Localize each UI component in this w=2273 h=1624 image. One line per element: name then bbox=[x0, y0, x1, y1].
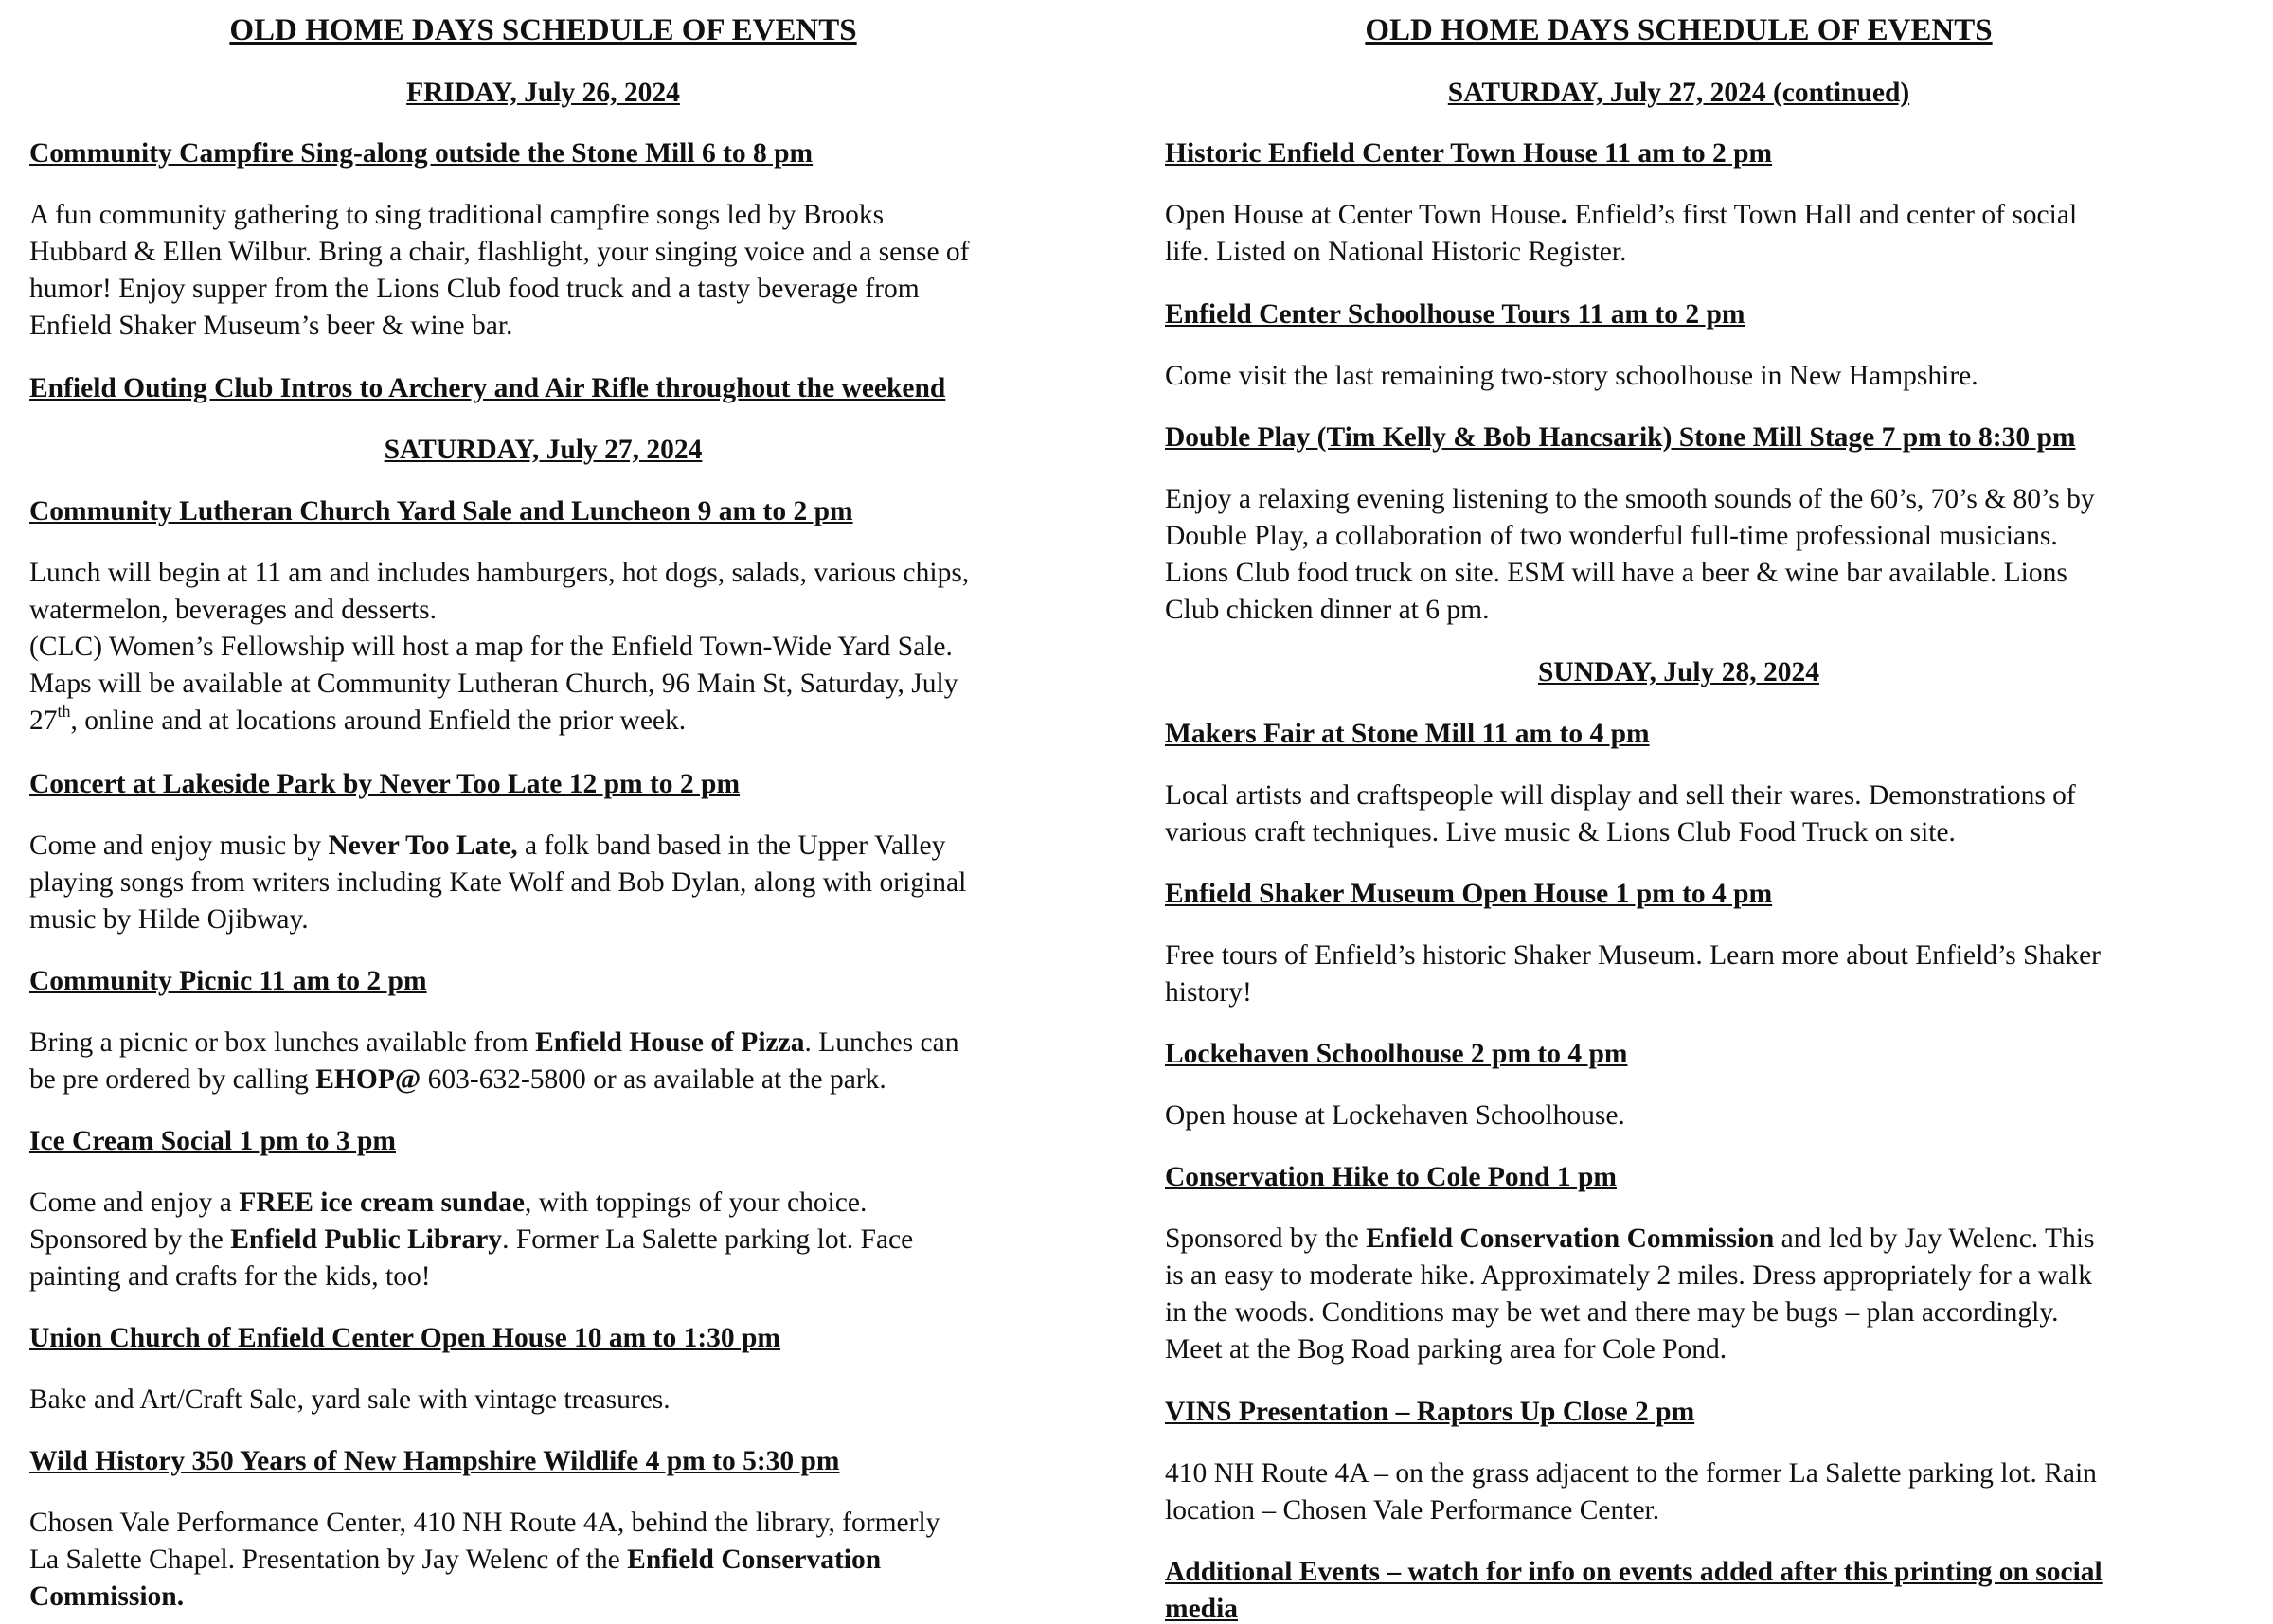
event-heading-double-play: Double Play (Tim Kelly & Bob Hancsarik) Stone Mill Stage 7 pm to 8:30 pm bbox=[1165, 422, 2076, 453]
conservation-hike-line-3: in the woods. Conditions may be wet and there may be bugs – plan accordingly. bbox=[1165, 1297, 2059, 1328]
event-heading-union-church: Union Church of Enfield Center Open House 10 am to 1:30 pm bbox=[29, 1323, 780, 1353]
event-heading-concert: Concert at Lakeside Park by Never Too Late 12 pm to 2 pm bbox=[29, 769, 741, 799]
wild-history-line-1: Chosen Vale Performance Center, 410 NH Route 4A, behind the library, formerly bbox=[29, 1508, 940, 1538]
town-house-line-2: life. Listed on National Historic Register. bbox=[1165, 237, 1627, 267]
shaker-museum-line-2: history! bbox=[1165, 977, 1252, 1008]
makers-fair-line-2: various craft techniques. Live music & Lions Club Food Truck on site. bbox=[1165, 817, 1956, 848]
event-heading-town-house: Historic Enfield Center Town House 11 am to 2 pm bbox=[1165, 138, 1773, 169]
event-heading-vins: VINS Presentation – Raptors Up Close 2 pm bbox=[1165, 1397, 1695, 1427]
double-play-line-3: Lions Club food truck on site. ESM will have a beer & wine bar available. Lions bbox=[1165, 558, 2067, 588]
shaker-museum-line-1: Free tours of Enfield’s historic Shaker Museum. Learn more about Enfield’s Shaker bbox=[1165, 940, 2102, 971]
event-heading-schoolhouse: Enfield Center Schoolhouse Tours 11 am to 2 pm bbox=[1165, 299, 1745, 330]
campfire-line-4: Enfield Shaker Museum’s beer & wine bar. bbox=[29, 311, 513, 341]
event-heading-campfire: Community Campfire Sing-along outside the Stone Mill 6 to 8 pm bbox=[29, 138, 814, 169]
saturday-continued-heading: SATURDAY, July 27, 2024 (continued) bbox=[1447, 78, 1910, 108]
saturday-date-heading: SATURDAY, July 27, 2024 bbox=[384, 435, 703, 465]
vins-line-2: location – Chosen Vale Performance Center. bbox=[1165, 1495, 1660, 1526]
yard-sale-line-1: Lunch will begin at 11 am and includes hamburgers, hot dogs, salads, various chips, bbox=[29, 558, 970, 588]
conservation-hike-line-4: Meet at the Bog Road parking area for Cole Pond. bbox=[1165, 1334, 1727, 1365]
conservation-hike-line-2: is an easy to moderate hike. Approximately 2 miles. Dress appropriately for a walk bbox=[1165, 1260, 2092, 1291]
sunday-date-heading: SUNDAY, July 28, 2024 bbox=[1538, 657, 1819, 687]
yard-sale-line-4: Maps will be available at Community Lutheran Church, 96 Main St, Saturday, July bbox=[29, 669, 958, 699]
event-heading-lockehaven: Lockehaven Schoolhouse 2 pm to 4 pm bbox=[1165, 1039, 1628, 1069]
double-play-line-4: Club chicken dinner at 6 pm. bbox=[1165, 595, 1490, 625]
wild-history-line-2: La Salette Chapel. Presentation by Jay Welenc of the Enfield Conservation bbox=[29, 1544, 882, 1575]
ice-cream-line-2: Sponsored by the Enfield Public Library. Former La Salette parking lot. Face bbox=[29, 1224, 914, 1255]
page-title-right: OLD HOME DAYS SCHEDULE OF EVENTS bbox=[1365, 13, 1993, 47]
union-church-line-1: Bake and Art/Craft Sale, yard sale with vintage treasures. bbox=[29, 1384, 671, 1415]
concert-line-3: music by Hilde Ojibway. bbox=[29, 904, 309, 935]
campfire-line-1: A fun community gathering to sing traditional campfire songs led by Brooks bbox=[29, 200, 885, 230]
concert-line-2: playing songs from writers including Kate Wolf and Bob Dylan, along with original bbox=[29, 867, 967, 898]
event-heading-additional-line-1: Additional Events – watch for info on events added after this printing on social bbox=[1165, 1557, 2103, 1587]
page-title-left: OLD HOME DAYS SCHEDULE OF EVENTS bbox=[229, 13, 857, 47]
ice-cream-line-1: Come and enjoy a FREE ice cream sundae, with toppings of your choice. bbox=[29, 1187, 868, 1218]
conservation-hike-line-1: Sponsored by the Enfield Conservation Commission and led by Jay Welenc. This bbox=[1165, 1223, 2095, 1254]
yard-sale-line-2: watermelon, beverages and desserts. bbox=[29, 595, 438, 625]
event-heading-additional-line-2: media bbox=[1165, 1594, 1239, 1624]
wild-history-line-3: Commission. bbox=[29, 1581, 185, 1612]
friday-date-heading: FRIDAY, July 26, 2024 bbox=[406, 78, 680, 108]
event-heading-outing-club: Enfield Outing Club Intros to Archery and Air Rifle throughout the weekend bbox=[29, 373, 946, 403]
event-heading-makers-fair: Makers Fair at Stone Mill 11 am to 4 pm bbox=[1165, 719, 1650, 749]
event-heading-yard-sale: Community Lutheran Church Yard Sale and Luncheon 9 am to 2 pm bbox=[29, 496, 853, 526]
campfire-line-2: Hubbard & Ellen Wilbur. Bring a chair, flashlight, your singing voice and a sense of bbox=[29, 237, 970, 267]
event-heading-ice-cream: Ice Cream Social 1 pm to 3 pm bbox=[29, 1126, 397, 1156]
campfire-line-3: humor! Enjoy supper from the Lions Club food truck and a tasty beverage from bbox=[29, 274, 920, 304]
lockehaven-line-1: Open house at Lockehaven Schoolhouse. bbox=[1165, 1100, 1625, 1131]
event-heading-picnic: Community Picnic 11 am to 2 pm bbox=[29, 966, 427, 996]
schoolhouse-line-1: Come visit the last remaining two-story schoolhouse in New Hampshire. bbox=[1165, 361, 1978, 391]
concert-line-1: Come and enjoy music by Never Too Late, a folk band based in the Upper Valley bbox=[29, 830, 946, 861]
ice-cream-line-3: painting and crafts for the kids, too! bbox=[29, 1261, 431, 1292]
picnic-line-2: be pre ordered by calling EHOP@ 603-632-5800 or as available at the park. bbox=[29, 1064, 886, 1095]
event-heading-wild-history: Wild History 350 Years of New Hampshire Wildlife 4 pm to 5:30 pm bbox=[29, 1446, 840, 1476]
makers-fair-line-1: Local artists and craftspeople will display and sell their wares. Demonstrations of bbox=[1165, 780, 2076, 811]
vins-line-1: 410 NH Route 4A – on the grass adjacent to the former La Salette parking lot. Rain bbox=[1165, 1458, 2097, 1489]
yard-sale-line-5: 27th, online and at locations around Enfield the prior week. bbox=[29, 702, 687, 736]
town-house-line-1: Open House at Center Town House. Enfield’s first Town Hall and center of social bbox=[1165, 200, 2078, 230]
event-heading-conservation-hike: Conservation Hike to Cole Pond 1 pm bbox=[1165, 1162, 1617, 1192]
double-play-line-1: Enjoy a relaxing evening listening to the smooth sounds of the 60’s, 70’s & 80’s by bbox=[1165, 484, 2095, 514]
yard-sale-line-3: (CLC) Women’s Fellowship will host a map for the Enfield Town-Wide Yard Sale. bbox=[29, 632, 953, 662]
double-play-line-2: Double Play, a collaboration of two wonderful full-time professional musicians. bbox=[1165, 521, 2058, 551]
picnic-line-1: Bring a picnic or box lunches available from Enfield House of Pizza. Lunches can bbox=[29, 1027, 959, 1058]
event-heading-shaker-museum: Enfield Shaker Museum Open House 1 pm to 4 pm bbox=[1165, 879, 1773, 909]
